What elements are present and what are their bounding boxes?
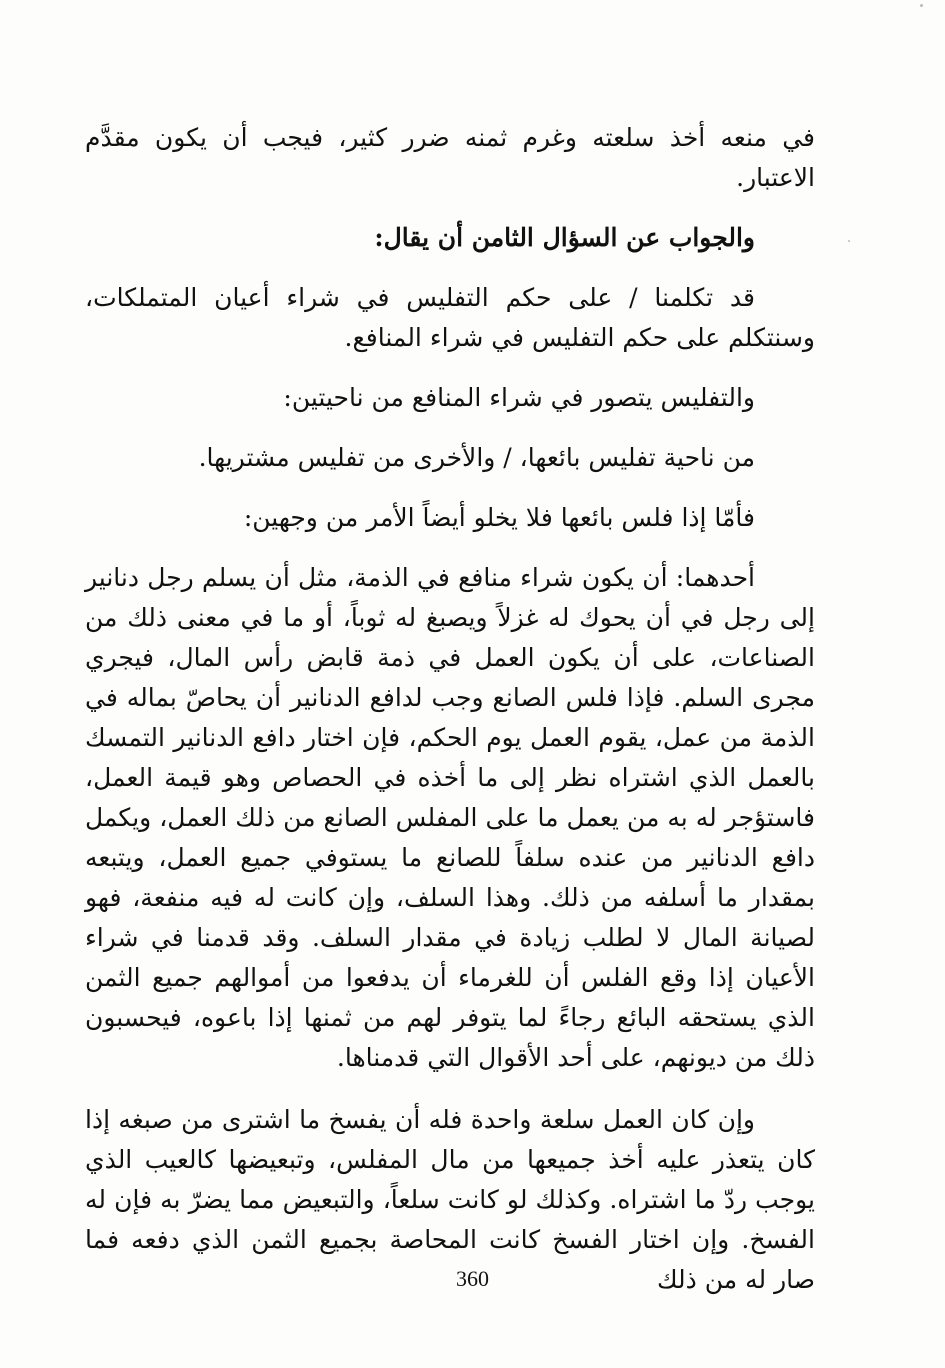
paragraph-2: قد تكلمنا / على حكم التفليس في شراء أعيان المتملكات، وسنتكلم على حكم التفليس في شراء المنافع.	[85, 283, 815, 352]
paragraph-6: أحدهما: أن يكون شراء منافع في الذمة، مثل أن يسلم رجل دنانير إلى رجل في أن يحوك له غزلاً ويصبغ له ثوباً، أو ما في معنى ذلك من الصناعات، على أن يكون العمل في ذمة قابض رأس المال، فيجري مجرى السلم. فإذا فلس الصانع وجب لدافع الدنانير أن يحاصّ بماله في الذمة من عمل، يقوم العمل يوم الحكم، فإن اختار دافع الدنانير التمسك بالعمل الذي اشتراه نظر إلى ما أخذه في الحصاص وهو قيمة العمل، فاستؤجر له به من يعمل ما على المفلس الصانع من ذلك العمل، ويكمل دافع الدنانير من عنده سلفاً للصانع ما يستوفي جميع العمل، ويتبعه بمقدار ما أسلفه من ذلك. وهذا السلف، وإن كانت له فيه منفعة، فهو لصيانة المال لا لطلب زيادة في مقدار السلف. وقد قدمنا في شراء الأعيان إذا وقع الفلس أن للغرماء أن يدفعوا من أموالهم جميع الثمن الذي يستحقه البائع رجاءً لما يتوفر لهم من ثمنها إذا باعوه، فيحسبون ذلك من ديونهم، على أحد الأقوال التي قدمناها.	[85, 563, 815, 1072]
paragraph-4: من ناحية تفليس بائعها، / والأخرى من تفليس مشتريها.	[198, 443, 755, 472]
page-number: 360	[456, 1266, 489, 1291]
scan-speck	[920, 4, 923, 7]
scan-speck	[848, 240, 850, 242]
paragraph-7: وإن كان العمل سلعة واحدة فله أن يفسخ ما اشترى من صبغه إذا كان يتعذر عليه أخذ جميعها من مال المفلس، وتبعيضها كالعيب الذي يوجب ردّ ما اشتراه. وكذلك لو كانت سلعاً، والتبعيض مما يضرّ به فإن له الفسخ. وإن اختار الفسخ كانت المحاصة بجميع الثمن الذي دفعه فما صار له من ذلك	[85, 1105, 815, 1294]
paragraph-3: والتفليس يتصور في شراء المنافع من ناحيتين:	[283, 383, 755, 412]
paragraph-1: في منعه أخذ سلعته وغرم ثمنه ضرر كثير، فيجب أن يكون مقدَّم الاعتبار.	[85, 123, 815, 192]
page-body	[85, 118, 815, 1300]
paragraph-5: فأمّا إذا فلس بائعها فلا يخلو أيضاً الأمر من وجهين:	[243, 503, 755, 532]
section-heading: والجواب عن السؤال الثامن أن يقال:	[374, 223, 755, 252]
